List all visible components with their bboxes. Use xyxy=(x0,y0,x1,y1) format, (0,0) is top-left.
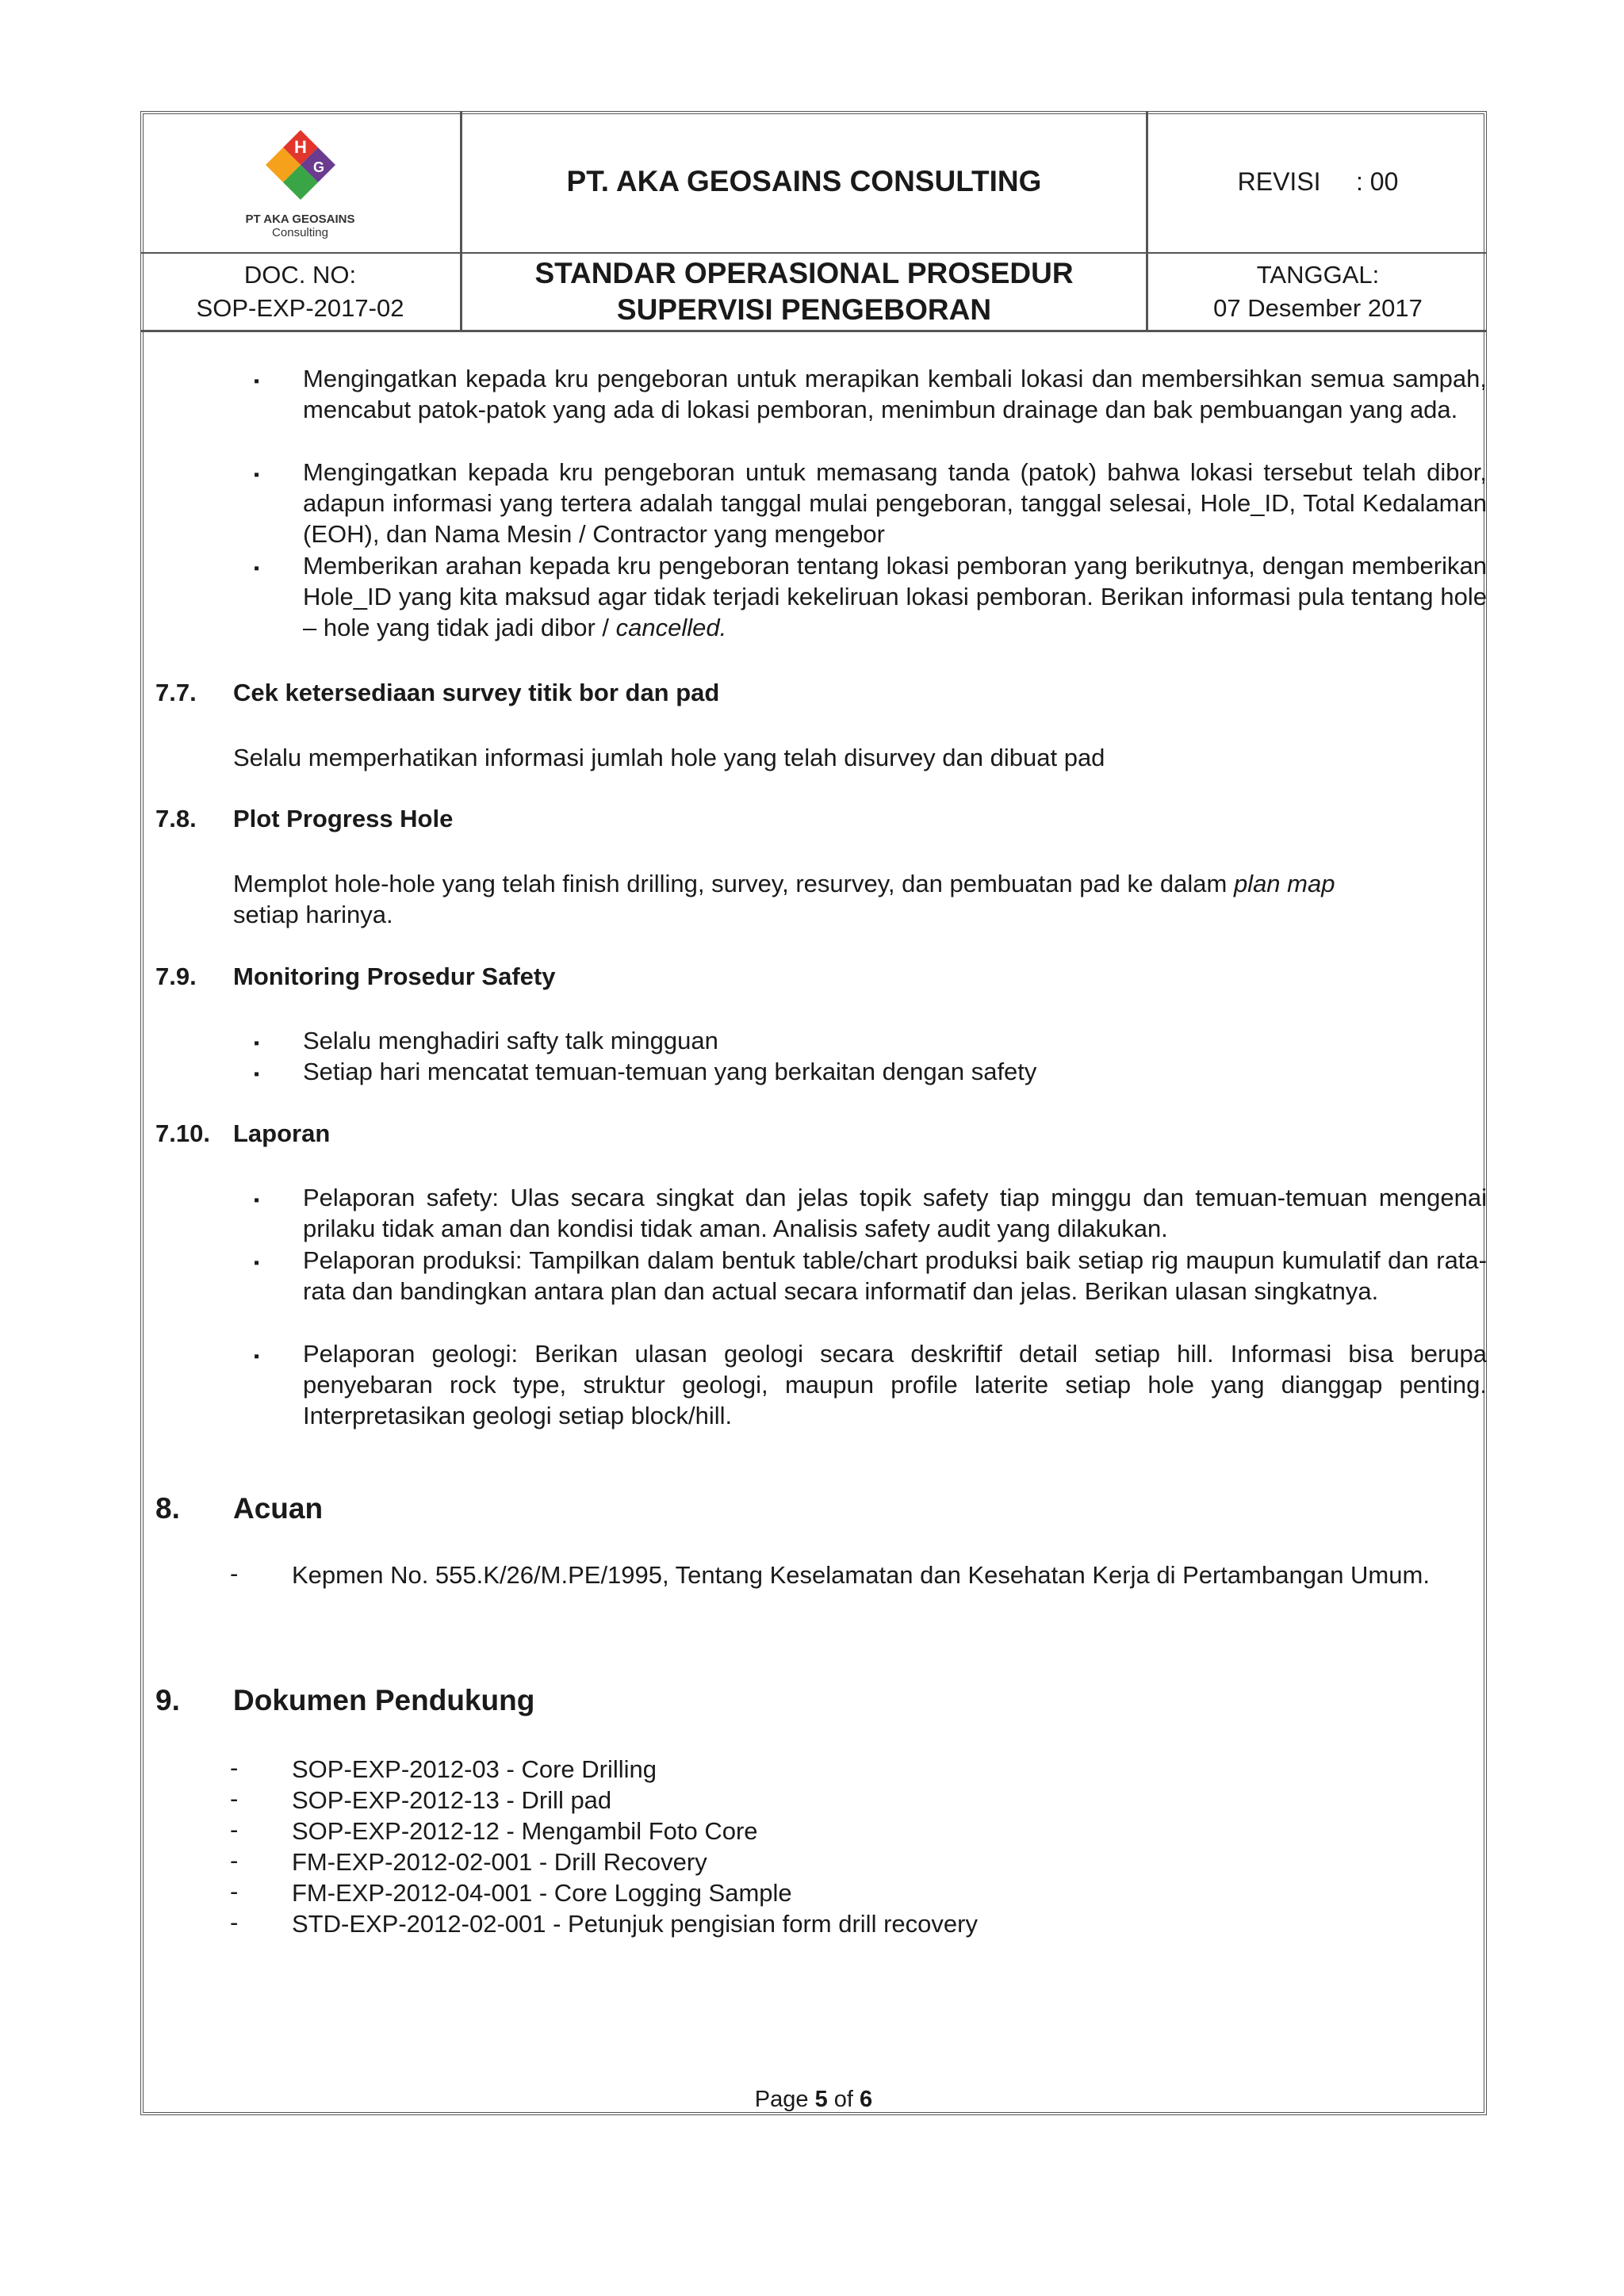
date-label: TANGGAL: xyxy=(1256,261,1380,289)
doc-number-label: DOC. NO: xyxy=(243,261,357,289)
section-number: 7.7. xyxy=(155,679,197,706)
section-number: 7.9. xyxy=(155,962,197,990)
revision-number: REVISI : 00 xyxy=(1237,166,1399,196)
section-title: Monitoring Prosedur Safety xyxy=(233,962,556,990)
logo-company-name: PT AKA GEOSAINS xyxy=(245,212,355,226)
header-divider xyxy=(1146,111,1148,330)
date-cell xyxy=(1149,254,1487,330)
svg-text:H: H xyxy=(294,137,307,157)
bullet-icon: ▪ xyxy=(254,373,260,390)
section-title: Acuan xyxy=(233,1492,324,1525)
dash-marker: - xyxy=(230,1846,239,1874)
list-item: SOP-EXP-2012-13 - Drill pad xyxy=(292,1786,612,1814)
list-item: Mengingatkan kepada kru pengeboran untuk merapikan kembali lokasi dan membersihkan semua sampah, mencabut patok-patok yang ada di lokasi pemboran, menimbun drainage dan bak pembuangan yang ada. xyxy=(303,365,1487,423)
current-page: 5 xyxy=(814,2087,828,2112)
section-title: Plot Progress Hole xyxy=(233,805,454,832)
list-item: Selalu menghadiri safty talk mingguan xyxy=(303,1027,718,1054)
list-item: Setiap hari mencatat temuan-temuan yang berkaitan dengan safety xyxy=(303,1058,1037,1085)
list-item: SOP-EXP-2012-03 - Core Drilling xyxy=(292,1755,657,1783)
section-title: Dokumen Pendukung xyxy=(233,1684,535,1716)
dash-marker: - xyxy=(230,1559,239,1587)
dash-marker: - xyxy=(230,1908,239,1936)
list-item: FM-EXP-2012-04-001 - Core Logging Sample xyxy=(292,1879,792,1907)
bullet-icon: ▪ xyxy=(254,560,260,577)
section-number: 7.10. xyxy=(155,1119,210,1147)
list-item: FM-EXP-2012-02-001 - Drill Recovery xyxy=(292,1848,707,1876)
section-text: setiap harinya. xyxy=(233,901,393,928)
bullet-icon: ▪ xyxy=(254,466,260,484)
sop-title-line1: STANDAR OPERASIONAL PROSEDUR xyxy=(534,257,1074,289)
svg-text:G: G xyxy=(312,159,325,175)
list-item: Pelaporan produksi: Tampilkan dalam bentuk table/chart produksi baik setiap rig maupun kumulatif dan rata-rata dan bandingkan antara plan dan actual secara informatif dan jelas. Berikan ulasan singkatnya. xyxy=(303,1246,1487,1305)
doc-number-cell xyxy=(140,254,460,330)
list-item: Pelaporan safety: Ulas secara singkat dan jelas topik safety tiap minggu dan temuan-temuan mengenai prilaku tidak aman dan kondisi tidak aman. Analisis safety audit yang dilakukan. xyxy=(303,1184,1487,1242)
logo-subtitle: Consulting xyxy=(272,226,328,239)
company-name: PT. AKA GEOSAINS CONSULTING xyxy=(566,165,1042,197)
section-text: Selalu memperhatikan informasi jumlah hole yang telah disurvey dan dibuat pad xyxy=(233,744,1105,771)
dash-marker: - xyxy=(230,1816,239,1843)
total-pages: 6 xyxy=(860,2087,873,2112)
bullet-icon: ▪ xyxy=(254,1192,260,1209)
list-item: Memberikan arahan kepada kru pengeboran tentang lokasi pemboran yang berikutnya, dengan memberikan Hole_ID yang kita maksud agar tidak terjadi kekeliruan lokasi pemboran. Berikan informasi pula tentang hole – hole yang tidak jadi dibor / cancelled. xyxy=(303,552,1487,641)
bullet-icon: ▪ xyxy=(254,1035,260,1052)
bullet-icon: ▪ xyxy=(254,1066,260,1083)
list-item: Kepmen No. 555.K/26/M.PE/1995, Tentang Keselamatan dan Kesehatan Kerja di Pertambangan Umum. xyxy=(292,1561,1430,1589)
list-item: Mengingatkan kepada kru pengeboran untuk memasang tanda (patok) bahwa lokasi tersebut telah dibor, adapun informasi yang tertera adalah tanggal mulai pengeboran, tanggal selesai, Hole_ID, Total Kedalaman (EOH), dan Nama Mesin / Contractor yang mengebor xyxy=(303,458,1487,548)
section-text: Memplot hole-hole yang telah finish drilling, survey, resurvey, dan pembuatan pad ke dalam plan map xyxy=(233,870,1335,897)
doc-number-value: SOP-EXP-2017-02 xyxy=(196,294,404,322)
section-title: Cek ketersediaan survey titik bor dan pad xyxy=(233,679,720,706)
dash-marker: - xyxy=(230,1754,239,1781)
list-item: Pelaporan geologi: Berikan ulasan geologi secara deskriftif detail setiap hill. Informasi bisa berupa penyebaran rock type, struktur geologi, maupun profile laterite setiap hole yang dianggap penting. Interpretasikan geologi setiap block/hill. xyxy=(303,1340,1487,1429)
company-logo-icon xyxy=(259,127,342,209)
section-number: 7.8. xyxy=(155,805,197,832)
of-word: of xyxy=(833,2087,853,2112)
dash-marker: - xyxy=(230,1785,239,1812)
list-item: SOP-EXP-2012-12 - Mengambil Foto Core xyxy=(292,1817,758,1845)
dash-marker: - xyxy=(230,1877,239,1905)
logo-cell xyxy=(140,111,460,252)
sop-title-line2: SUPERVISI PENGEBORAN xyxy=(616,293,992,326)
bullet-icon: ▪ xyxy=(254,1254,260,1272)
date-value: 07 Desember 2017 xyxy=(1213,294,1423,322)
section-number: 9. xyxy=(155,1684,180,1716)
page-number xyxy=(140,2087,1487,2113)
document-header xyxy=(140,111,1487,332)
list-item: STD-EXP-2012-02-001 - Petunjuk pengisian form drill recovery xyxy=(292,1910,978,1938)
section-number: 8. xyxy=(155,1492,180,1525)
bullet-icon: ▪ xyxy=(254,1348,260,1365)
page-word: Page xyxy=(754,2087,809,2112)
sop-title xyxy=(462,254,1146,330)
section-title: Laporan xyxy=(233,1119,331,1147)
